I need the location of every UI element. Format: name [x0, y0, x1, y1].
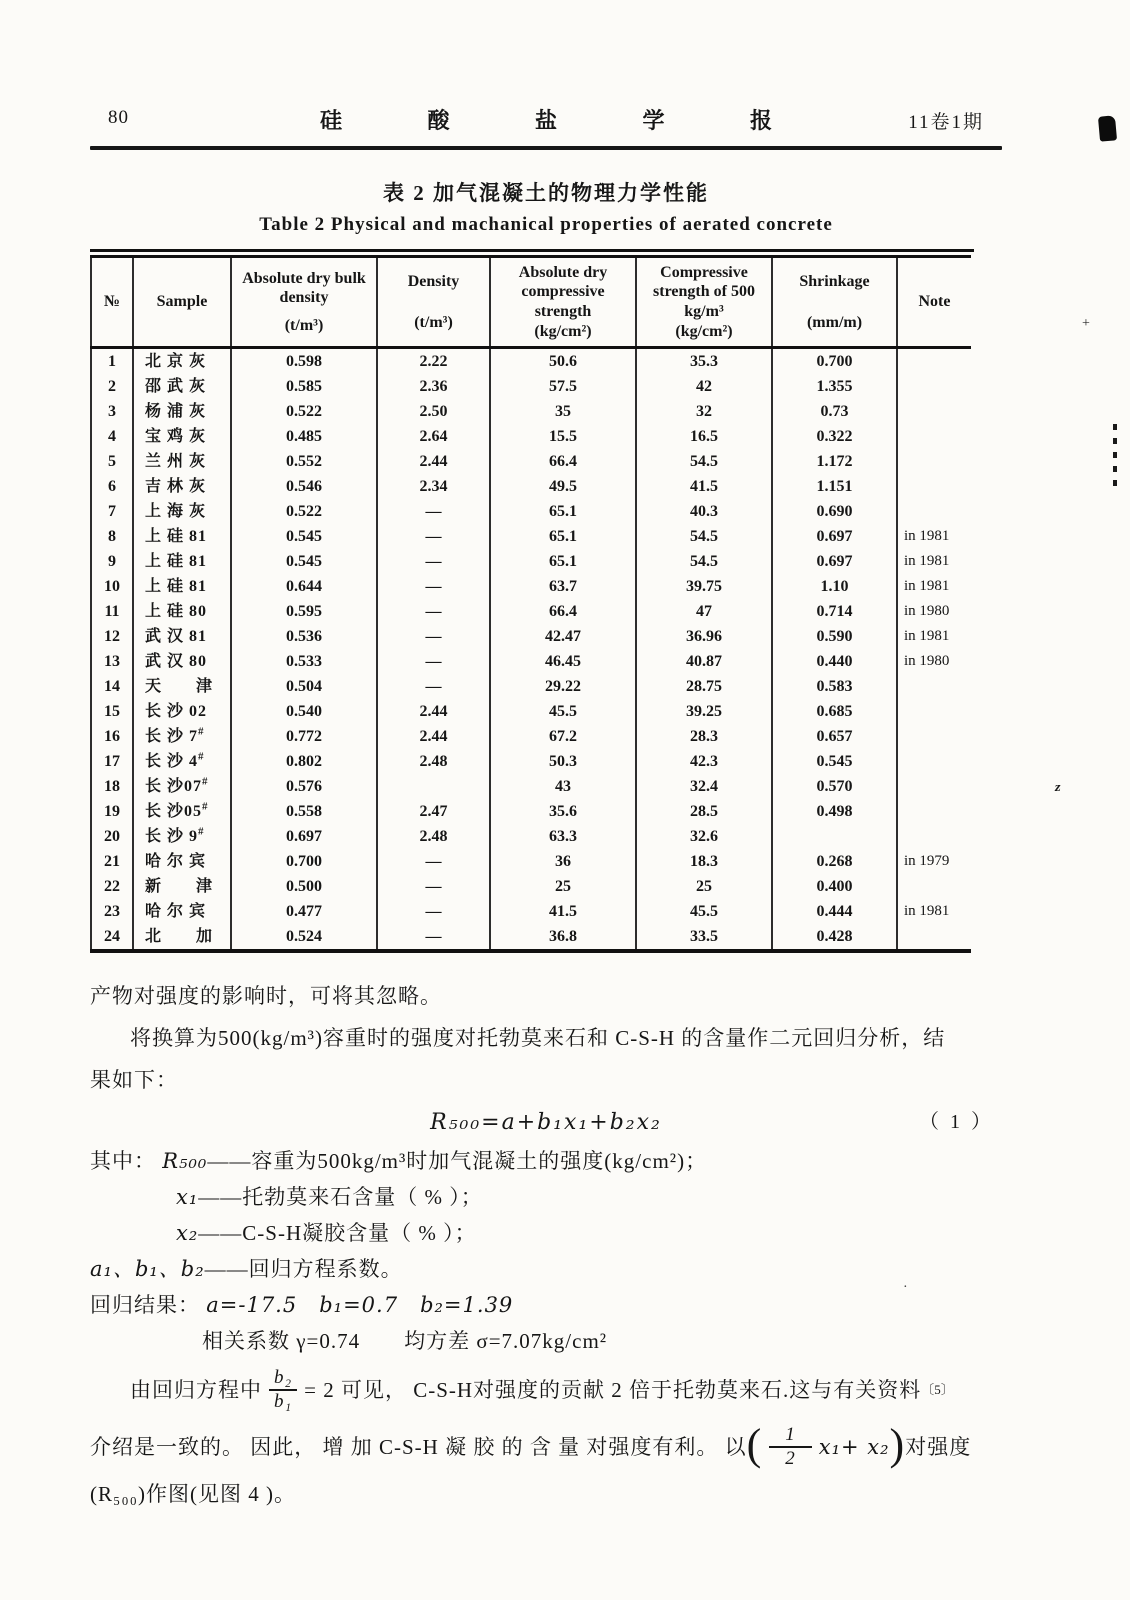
cell-bulk: 0.533 — [231, 649, 377, 674]
cell-strength: 57.5 — [490, 374, 636, 399]
cell-strength: 67.2 — [490, 724, 636, 749]
cell-note — [897, 374, 971, 399]
cell-strength500: 25 — [636, 874, 772, 899]
cell-strength: 63.7 — [490, 574, 636, 599]
where-label: 其中： — [90, 1149, 156, 1173]
col-unit: (mm/m) — [806, 314, 863, 331]
cell-bulk: 0.546 — [231, 474, 377, 499]
cell-note — [897, 424, 971, 449]
cell-shrinkage: 0.428 — [772, 924, 897, 951]
cell-strength500: 39.25 — [636, 699, 772, 724]
cell-sample: 哈 尔 宾 — [133, 899, 231, 924]
cell-density: 2.48 — [377, 824, 490, 849]
cell-note: in 1981 — [904, 578, 950, 594]
cell-density: — — [377, 599, 490, 624]
paragraph-line: 将换算为500(kg/m³)容重时的强度对托勃莫来石和 C-S-H 的含量作二元回归分析，结 — [130, 1026, 946, 1050]
cell-strength: 50.6 — [490, 348, 636, 375]
cell-density: — — [377, 624, 490, 649]
table-body — [91, 348, 971, 952]
cell-density: 2.44 — [377, 699, 490, 724]
cell-sample: 哈 尔 宾 — [133, 849, 231, 874]
cell-density: — — [377, 849, 490, 874]
table-row — [91, 599, 971, 624]
table-row — [91, 399, 971, 424]
cell-bulk: 0.522 — [231, 399, 377, 424]
definition-x2: x₂——C-S-H凝胶含量（ % ）； — [176, 1221, 477, 1245]
cell-no: 9 — [91, 549, 133, 574]
cell-note: in 1980 — [904, 603, 950, 619]
table-row — [91, 899, 971, 924]
fraction-b2-b1 — [269, 1367, 297, 1413]
cell-bulk: 0.545 — [231, 549, 377, 574]
cell-bulk: 0.644 — [231, 574, 377, 599]
paragraph-line: 产物对强度的影响时，可将其忽略。 — [90, 984, 442, 1008]
cell-note — [897, 824, 971, 849]
cell-shrinkage: 0.697 — [772, 549, 897, 574]
header-rule — [90, 146, 1002, 150]
cell-strength500: 33.5 — [636, 924, 772, 951]
definition-x1: x₁——托勃莫来石含量（ % ）； — [176, 1185, 483, 1209]
running-head — [90, 104, 1002, 134]
cell-bulk: 0.504 — [231, 674, 377, 699]
cell-no: 12 — [91, 624, 133, 649]
cell-note: in 1981 — [904, 903, 950, 919]
cell-strength500: 28.75 — [636, 674, 772, 699]
cell-note: in 1981 — [904, 553, 950, 569]
cell-no: 20 — [91, 824, 133, 849]
cell-strength500: 39.75 — [636, 574, 772, 599]
cell-note — [897, 474, 971, 499]
cell-shrinkage: 0.697 — [772, 524, 897, 549]
cell-strength500: 54.5 — [636, 449, 772, 474]
cell-density: 2.48 — [377, 749, 490, 774]
cell-density: 2.50 — [377, 399, 490, 424]
cell-note — [897, 924, 971, 951]
col-header-strength-500: Compressive strength of 500 kg/m³ (kg/cm²) — [636, 257, 772, 348]
cell-sample: 北 京 灰 — [133, 348, 231, 375]
regression-result — [90, 1287, 1002, 1323]
cell-shrinkage: 0.545 — [772, 749, 897, 774]
sample-superscript: # — [198, 725, 205, 738]
cell-bulk: 0.700 — [231, 849, 377, 874]
cell-density: 2.36 — [377, 374, 490, 399]
cell-sample: 长 沙 4# — [133, 749, 231, 774]
cell-no: 3 — [91, 399, 133, 424]
fraction-numerator: b₂ — [269, 1367, 297, 1391]
col-header-shrinkage: Shrinkage (mm/m) — [772, 257, 897, 348]
table-row — [91, 674, 971, 699]
cell-strength: 65.1 — [490, 524, 636, 549]
issue-info: 11卷1期 — [908, 112, 984, 133]
cell-no: 17 — [91, 749, 133, 774]
ratio-paragraph-line2: 介绍是一致的。 因此， 增 加 C-S-H 凝 胶 的 含 量 对强度有利。 以 ( $\frac{1}{2}$ x₁+ x₂ ) 对强度 — [90, 1420, 972, 1469]
cell-note — [897, 499, 971, 524]
cell-shrinkage: 0.714 — [772, 599, 897, 624]
cell-strength: 15.5 — [490, 424, 636, 449]
paragraph-line: 果如下： — [90, 1068, 178, 1092]
symbol-r500: R₅₀₀ — [162, 1149, 208, 1173]
cell-density: — — [377, 899, 490, 924]
cell-sample: 武 汉 80 — [133, 649, 231, 674]
cell-note — [897, 699, 971, 724]
cell-strength500: 47 — [636, 599, 772, 624]
col-header-sample: Sample — [133, 257, 231, 348]
cell-note — [897, 724, 971, 749]
table-row — [91, 474, 971, 499]
table-title-zh: 表 2 加气混凝土的物理力学性能 — [383, 181, 709, 205]
table-row — [91, 774, 971, 799]
cell-sample: 上 硅 80 — [133, 599, 231, 624]
table-row — [91, 549, 971, 574]
cell-strength500: 28.3 — [636, 724, 772, 749]
correlation-line: 相关系数 γ=0.74 均方差 σ=7.07kg/cm² — [202, 1329, 608, 1353]
cell-sample: 长 沙 7# — [133, 724, 231, 749]
col-header-no: № — [91, 257, 133, 348]
cell-note: in 1981 — [904, 528, 950, 544]
ratio-paragraph-line3: (R₅₀₀)作图(见图 4 )。 — [90, 1482, 296, 1506]
cell-strength500: 42 — [636, 374, 772, 399]
journal-title: 硅 酸 盐 学 报 — [319, 108, 812, 133]
cell-no: 5 — [91, 449, 133, 474]
cell-no: 7 — [91, 499, 133, 524]
cell-no: 6 — [91, 474, 133, 499]
cell-no: 18 — [91, 774, 133, 799]
cell-shrinkage: 0.268 — [772, 849, 897, 874]
symbol-x2: x₂ — [176, 1221, 199, 1245]
cell-no: 19 — [91, 799, 133, 824]
cell-no: 13 — [91, 649, 133, 674]
cell-strength500: 35.3 — [636, 348, 772, 375]
sample-superscript: # — [202, 800, 209, 813]
cell-strength500: 54.5 — [636, 524, 772, 549]
cell-note: in 1979 — [904, 853, 950, 869]
cell-density: — — [377, 649, 490, 674]
fraction-denominator: b₁ — [274, 1391, 293, 1412]
scan-mark-artifact: + — [1082, 316, 1090, 331]
cell-shrinkage: 0.657 — [772, 724, 897, 749]
cell-no: 2 — [91, 374, 133, 399]
body-text — [90, 975, 1002, 1515]
cell-sample: 天 津 — [133, 674, 231, 699]
cell-no: 15 — [91, 699, 133, 724]
cell-strength: 41.5 — [490, 899, 636, 924]
cell-sample: 杨 浦 灰 — [133, 399, 231, 424]
cell-density: 2.47 — [377, 799, 490, 824]
cell-strength500: 32 — [636, 399, 772, 424]
cell-strength: 43 — [490, 774, 636, 799]
table-row — [91, 574, 971, 599]
cell-shrinkage: 0.583 — [772, 674, 897, 699]
equation-1 — [90, 1101, 1002, 1143]
cell-sample: 上 硅 81 — [133, 549, 231, 574]
cell-strength: 50.3 — [490, 749, 636, 774]
cell-no: 8 — [91, 524, 133, 549]
cell-strength: 35.6 — [490, 799, 636, 824]
symbol-coefficients: a₁、b₁、b₂ — [90, 1257, 205, 1281]
cell-shrinkage: 0.73 — [772, 399, 897, 424]
cell-density: — — [377, 674, 490, 699]
cell-strength500: 32.6 — [636, 824, 772, 849]
cell-strength: 66.4 — [490, 449, 636, 474]
table-row — [91, 849, 971, 874]
cell-note — [897, 348, 971, 375]
col-header-note: Note — [897, 257, 971, 348]
cell-strength: 65.1 — [490, 549, 636, 574]
cell-note — [897, 449, 971, 474]
table-title-en: Table 2 Physical and machanical properties of aerated concrete — [259, 214, 833, 235]
table-row — [91, 449, 971, 474]
cell-strength500: 41.5 — [636, 474, 772, 499]
cell-strength500: 28.5 — [636, 799, 772, 824]
cell-note — [897, 399, 971, 424]
cell-bulk: 0.802 — [231, 749, 377, 774]
page-number: 80 — [108, 107, 129, 128]
table-row — [91, 499, 971, 524]
definition-r500: 其中： R₅₀₀——容重为500kg/m³时加气混凝土的强度(kg/cm²)； — [90, 1149, 708, 1173]
cell-no: 21 — [91, 849, 133, 874]
cell-density: — — [377, 874, 490, 899]
cell-sample: 长 沙05# — [133, 799, 231, 824]
cell-density: 2.44 — [377, 724, 490, 749]
cell-note: in 1980 — [904, 653, 950, 669]
cell-bulk: 0.536 — [231, 624, 377, 649]
cell-note — [897, 799, 971, 824]
cell-sample: 新 津 — [133, 874, 231, 899]
sample-superscript: # — [198, 750, 205, 763]
cell-sample: 邵 武 灰 — [133, 374, 231, 399]
cell-sample: 上 海 灰 — [133, 499, 231, 524]
cell-bulk: 0.697 — [231, 824, 377, 849]
table-row — [91, 724, 971, 749]
cell-strength: 45.5 — [490, 699, 636, 724]
cell-strength500: 42.3 — [636, 749, 772, 774]
ink-blot-artifact — [1098, 115, 1117, 141]
cell-strength500: 54.5 — [636, 549, 772, 574]
cell-shrinkage: 1.151 — [772, 474, 897, 499]
cell-shrinkage: 0.700 — [772, 348, 897, 375]
table-row — [91, 749, 971, 774]
table-row — [91, 348, 971, 375]
cell-no: 4 — [91, 424, 133, 449]
cell-sample: 兰 州 灰 — [133, 449, 231, 474]
definition-coefficients: a₁、b₁、b₂——回归方程系数。 — [90, 1257, 403, 1281]
cell-shrinkage: 0.322 — [772, 424, 897, 449]
cell-strength: 29.22 — [490, 674, 636, 699]
table-row — [91, 374, 971, 399]
cell-sample: 北 加 — [133, 924, 231, 951]
cell-density — [377, 774, 490, 799]
cell-bulk: 0.485 — [231, 424, 377, 449]
cell-bulk: 0.558 — [231, 799, 377, 824]
cell-strength: 46.45 — [490, 649, 636, 674]
equation-formula: R₅₀₀=a+b₁x₁+b₂x₂ — [430, 1110, 662, 1135]
cell-no: 11 — [91, 599, 133, 624]
cell-density: — — [377, 524, 490, 549]
cell-no: 14 — [91, 674, 133, 699]
cell-shrinkage: 1.172 — [772, 449, 897, 474]
cell-shrinkage: 0.400 — [772, 874, 897, 899]
cell-no: 1 — [91, 348, 133, 375]
result-label: 回归结果： — [90, 1293, 200, 1317]
cell-no: 24 — [91, 924, 133, 951]
cell-strength: 63.3 — [490, 824, 636, 849]
cell-density: — — [377, 549, 490, 574]
cell-bulk: 0.545 — [231, 524, 377, 549]
cell-sample: 武 汉 81 — [133, 624, 231, 649]
sample-superscript: # — [198, 825, 205, 838]
table-header — [91, 257, 971, 348]
col-unit: (kg/cm²) — [534, 322, 592, 340]
cell-strength500: 45.5 — [636, 899, 772, 924]
cell-note — [897, 674, 971, 699]
sample-superscript: # — [202, 775, 209, 788]
fraction-one-half — [769, 1424, 812, 1470]
cell-shrinkage: 0.440 — [772, 649, 897, 674]
cell-density: — — [377, 574, 490, 599]
col-unit: (t/m³) — [284, 316, 324, 334]
col-header-bulk-density: Absolute dry bulk density (t/m³) — [231, 257, 377, 348]
cell-sample: 长 沙 9# — [133, 824, 231, 849]
cell-strength: 65.1 — [490, 499, 636, 524]
cell-note: in 1981 — [904, 628, 950, 644]
fraction-numerator: 1 — [769, 1424, 812, 1448]
cell-bulk: 0.540 — [231, 699, 377, 724]
cell-sample: 上 硅 81 — [133, 574, 231, 599]
cell-strength: 25 — [490, 874, 636, 899]
cell-shrinkage: 0.685 — [772, 699, 897, 724]
cell-note — [897, 749, 971, 774]
cell-no: 22 — [91, 874, 133, 899]
cell-shrinkage: 0.570 — [772, 774, 897, 799]
cell-density: 2.44 — [377, 449, 490, 474]
cell-strength: 36.8 — [490, 924, 636, 951]
cell-bulk: 0.477 — [231, 899, 377, 924]
table-row — [91, 699, 971, 724]
cell-strength: 66.4 — [490, 599, 636, 624]
cell-strength500: 40.87 — [636, 649, 772, 674]
cell-strength500: 36.96 — [636, 624, 772, 649]
table-row — [91, 874, 971, 899]
symbol-x1: x₁ — [176, 1185, 199, 1209]
table-row — [91, 824, 971, 849]
cell-strength500: 32.4 — [636, 774, 772, 799]
cell-no: 10 — [91, 574, 133, 599]
cell-bulk: 0.552 — [231, 449, 377, 474]
table-row — [91, 624, 971, 649]
cell-strength: 49.5 — [490, 474, 636, 499]
cell-bulk: 0.524 — [231, 924, 377, 951]
cell-strength500: 16.5 — [636, 424, 772, 449]
cell-sample: 宝 鸡 灰 — [133, 424, 231, 449]
result-values: a=-17.5 b₁=0.7 b₂=1.39 — [206, 1293, 514, 1317]
cell-bulk: 0.585 — [231, 374, 377, 399]
cell-strength500: 18.3 — [636, 849, 772, 874]
cell-strength: 36 — [490, 849, 636, 874]
cell-no: 23 — [91, 899, 133, 924]
cell-bulk: 0.598 — [231, 348, 377, 375]
col-unit: (t/m³) — [414, 314, 453, 331]
table-row — [91, 924, 971, 951]
cell-sample: 上 硅 81 — [133, 524, 231, 549]
cell-shrinkage: 0.690 — [772, 499, 897, 524]
cell-note — [897, 774, 971, 799]
col-unit: (kg/cm²) — [675, 322, 733, 340]
cell-density: — — [377, 924, 490, 951]
cell-shrinkage: 0.498 — [772, 799, 897, 824]
cell-shrinkage: 1.355 — [772, 374, 897, 399]
cell-density: 2.34 — [377, 474, 490, 499]
cell-no: 16 — [91, 724, 133, 749]
scan-dot-artifact: · — [903, 1280, 908, 1295]
fraction-denominator: 2 — [785, 1448, 796, 1469]
cell-strength: 35 — [490, 399, 636, 424]
equation-number: （ 1 ） — [919, 1111, 994, 1133]
cell-sample: 长 沙07# — [133, 774, 231, 799]
table-wrap — [90, 249, 974, 953]
cell-shrinkage: 1.10 — [772, 574, 897, 599]
col-header-compressive-strength: Absolute dry compressive strength (kg/cm²) — [490, 257, 636, 348]
table-row — [91, 799, 971, 824]
cell-bulk: 0.576 — [231, 774, 377, 799]
cell-sample: 吉 林 灰 — [133, 474, 231, 499]
cell-note — [897, 874, 971, 899]
cell-bulk: 0.522 — [231, 499, 377, 524]
properties-table — [90, 255, 971, 953]
cell-sample: 长 沙 02 — [133, 699, 231, 724]
cell-shrinkage: 0.444 — [772, 899, 897, 924]
table-row — [91, 649, 971, 674]
scan-ticks-artifact — [1113, 424, 1117, 488]
cell-density: — — [377, 499, 490, 524]
cell-strength: 42.47 — [490, 624, 636, 649]
col-header-density: Density (t/m³) — [377, 257, 490, 348]
table-row — [91, 424, 971, 449]
cell-shrinkage: 0.590 — [772, 624, 897, 649]
inner-expression: x₁+ x₂ — [818, 1435, 890, 1459]
cell-density: 2.64 — [377, 424, 490, 449]
cell-bulk: 0.595 — [231, 599, 377, 624]
cell-shrinkage — [772, 824, 897, 849]
table-row — [91, 524, 971, 549]
cell-bulk: 0.772 — [231, 724, 377, 749]
ratio-paragraph-line1: 由回归方程中 $\frac{\text{b₂}}{\text{b₁}}$ = 2 可见， C-S-H对强度的贡献 2 倍于托勃莫来石.这与有关资料 〔5〕 — [130, 1367, 954, 1412]
cell-bulk: 0.500 — [231, 874, 377, 899]
scan-mark-artifact: z — [1053, 779, 1063, 794]
cell-strength500: 40.3 — [636, 499, 772, 524]
cell-density: 2.22 — [377, 348, 490, 375]
